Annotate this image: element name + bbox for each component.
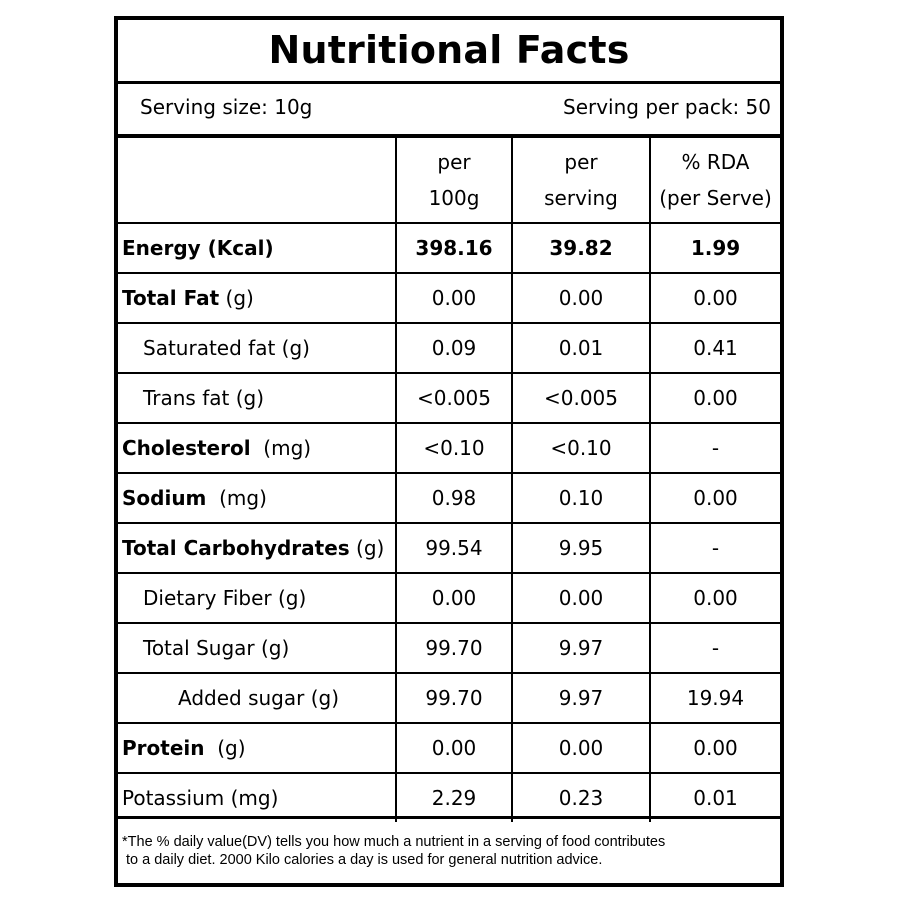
nutrient-name: Total Fat (g)	[118, 273, 396, 323]
value-rda: 0.00	[650, 573, 780, 623]
footnote-line-2: to a daily diet. 2000 Kilo calories a day is used for general nutrition advice.	[126, 852, 603, 868]
value-rda: -	[650, 623, 780, 673]
nutrient-name: Sodium (mg)	[118, 473, 396, 523]
nutrition-label	[114, 16, 784, 887]
value-per-100g: 99.70	[396, 623, 512, 673]
value-per-100g: 0.98	[396, 473, 512, 523]
value-per-100g: 0.00	[396, 723, 512, 773]
value-per-serving: 0.10	[512, 473, 650, 523]
table-row	[118, 773, 780, 822]
serving-size: Serving size: 10g	[140, 95, 313, 119]
nutrient-name: Energy (Kcal)	[118, 223, 396, 273]
value-per-100g: 398.16	[396, 223, 512, 273]
nutrition-table	[118, 138, 780, 822]
serving-per-pack: Serving per pack: 50	[563, 95, 771, 119]
value-rda: 0.00	[650, 273, 780, 323]
value-rda: 0.41	[650, 323, 780, 373]
nutrient-name: Total Carbohydrates (g)	[118, 523, 396, 573]
column-header-rda: % RDA (per Serve)	[650, 138, 780, 223]
table-row	[118, 723, 780, 773]
value-per-100g: 0.00	[396, 573, 512, 623]
header-empty-cell	[118, 138, 396, 223]
table-row	[118, 223, 780, 273]
value-per-serving: <0.005	[512, 373, 650, 423]
value-per-serving: 0.00	[512, 723, 650, 773]
value-per-serving: 0.01	[512, 323, 650, 373]
table-row	[118, 273, 780, 323]
value-rda: -	[650, 523, 780, 573]
value-per-100g: 99.70	[396, 673, 512, 723]
serving-info-row	[118, 84, 780, 138]
value-per-100g: 0.09	[396, 323, 512, 373]
value-per-100g: <0.10	[396, 423, 512, 473]
value-rda: 0.00	[650, 473, 780, 523]
nutrient-name: Added sugar (g)	[118, 673, 396, 723]
value-per-serving: 9.97	[512, 623, 650, 673]
value-per-100g: 99.54	[396, 523, 512, 573]
value-rda: 0.01	[650, 773, 780, 822]
nutrient-name: Dietary Fiber (g)	[118, 573, 396, 623]
header-row	[118, 138, 780, 223]
column-header-per-100g: per 100g	[396, 138, 512, 223]
nutrient-name: Trans fat (g)	[118, 373, 396, 423]
label-title: Nutritional Facts	[268, 28, 630, 72]
nutrient-name: Total Sugar (g)	[118, 623, 396, 673]
value-per-serving: 9.97	[512, 673, 650, 723]
value-per-100g: 2.29	[396, 773, 512, 822]
table-row	[118, 673, 780, 723]
table-row	[118, 323, 780, 373]
table-row	[118, 423, 780, 473]
nutrient-name: Cholesterol (mg)	[118, 423, 396, 473]
value-rda: -	[650, 423, 780, 473]
table-row	[118, 523, 780, 573]
value-per-serving: <0.10	[512, 423, 650, 473]
value-per-100g: 0.00	[396, 273, 512, 323]
value-per-serving: 0.23	[512, 773, 650, 822]
value-per-serving: 0.00	[512, 273, 650, 323]
table-row	[118, 473, 780, 523]
value-rda: 0.00	[650, 723, 780, 773]
column-header-per-serving: per serving	[512, 138, 650, 223]
nutrient-name: Potassium (mg)	[118, 773, 396, 822]
table-row	[118, 623, 780, 673]
value-per-serving: 39.82	[512, 223, 650, 273]
value-rda: 1.99	[650, 223, 780, 273]
footnote-line-1: *The % daily value(DV) tells you how much a nutrient in a serving of food contributes	[122, 834, 666, 850]
table-row	[118, 573, 780, 623]
footnote	[118, 816, 780, 886]
table-row	[118, 373, 780, 423]
value-per-serving: 9.95	[512, 523, 650, 573]
nutrient-name: Protein (g)	[118, 723, 396, 773]
value-rda: 0.00	[650, 373, 780, 423]
nutrient-name: Saturated fat (g)	[118, 323, 396, 373]
value-per-100g: <0.005	[396, 373, 512, 423]
title-row	[118, 20, 780, 84]
value-per-serving: 0.00	[512, 573, 650, 623]
value-rda: 19.94	[650, 673, 780, 723]
